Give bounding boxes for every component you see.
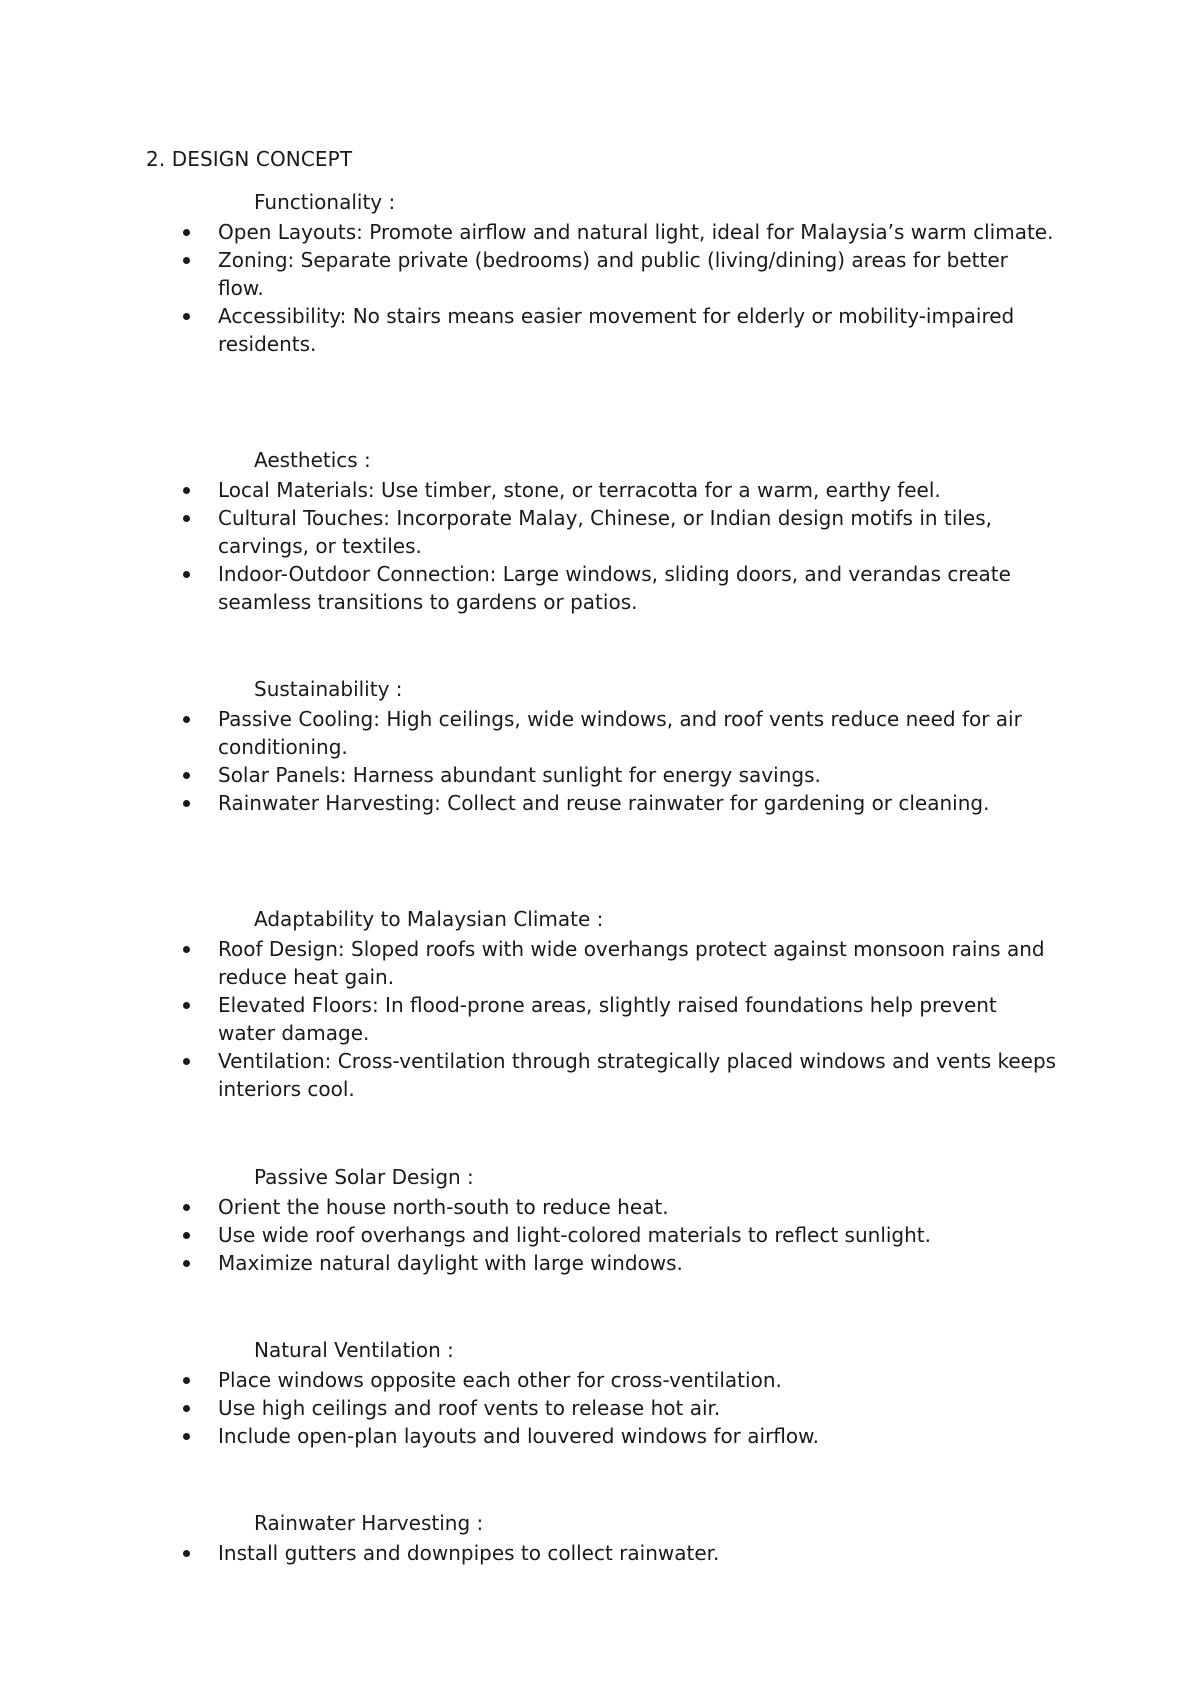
bullet-list (0, 218, 1200, 358)
list-item-text: Zoning: Separate private (bedrooms) and public (living/dining) areas for better flow. (218, 248, 1008, 300)
section-title: Adaptability to Malaysian Climate : (254, 907, 604, 931)
bullet-icon (183, 800, 190, 807)
bullet-icon (183, 1204, 190, 1211)
list-item-text: Use high ceilings and roof vents to release hot air. (218, 1396, 721, 1420)
list-item-text: Maximize natural daylight with large windows. (218, 1251, 683, 1275)
bullet-icon (183, 1260, 190, 1267)
bullet-icon (183, 313, 190, 320)
bullet-icon (183, 1550, 190, 1557)
section-functionality (0, 188, 1200, 358)
bullet-list (0, 1193, 1200, 1277)
bullet-icon (183, 1002, 190, 1009)
list-item-text: Open Layouts: Promote airflow and natural light, ideal for Malaysia’s warm climate. (218, 220, 1054, 244)
section-sustainability (0, 675, 1200, 817)
list-item (0, 218, 1058, 246)
section-title: Functionality : (254, 190, 396, 214)
bullet-list (0, 476, 1200, 616)
section-aesthetics (0, 446, 1200, 616)
list-item (0, 1193, 1058, 1221)
list-item (0, 1366, 1058, 1394)
list-item-text: Local Materials: Use timber, stone, or terracotta for a warm, earthy feel. (218, 478, 941, 502)
section-title: Passive Solar Design : (254, 1165, 474, 1189)
list-item-text: Use wide roof overhangs and light-colored materials to reflect sunlight. (218, 1223, 931, 1247)
list-item (0, 935, 1058, 991)
list-item (0, 302, 1058, 358)
list-item-text: Roof Design: Sloped roofs with wide overhangs protect against monsoon rains and reduce heat gain. (218, 937, 1045, 989)
list-item-text: Indoor-Outdoor Connection: Large windows, sliding doors, and verandas create seamless transitions to gardens or patios. (218, 562, 1011, 614)
bullet-list (0, 705, 1200, 817)
list-item (0, 761, 1058, 789)
list-item (0, 504, 1058, 560)
list-item-text: Solar Panels: Harness abundant sunlight for energy savings. (218, 763, 821, 787)
list-item (0, 246, 1058, 302)
bullet-icon (183, 1377, 190, 1384)
bullet-icon (183, 1405, 190, 1412)
list-item-text: Include open-plan layouts and louvered windows for airflow. (218, 1424, 820, 1448)
list-item-text: Install gutters and downpipes to collect rainwater. (218, 1541, 720, 1565)
list-item-text: Accessibility: No stairs means easier movement for elderly or mobility-impaired residents. (218, 304, 1015, 356)
list-item-text: Rainwater Harvesting: Collect and reuse rainwater for gardening or cleaning. (218, 791, 990, 815)
list-item (0, 560, 1058, 616)
bullet-icon (183, 716, 190, 723)
section-passive-solar-design (0, 1163, 1200, 1277)
bullet-list (0, 935, 1200, 1103)
list-item (0, 789, 1058, 817)
list-item (0, 1539, 1058, 1567)
section-rainwater-harvesting (0, 1509, 1200, 1567)
bullet-icon (183, 229, 190, 236)
list-item-text: Cultural Touches: Incorporate Malay, Chinese, or Indian design motifs in tiles, carvings, or textiles. (218, 506, 992, 558)
section-title: Natural Ventilation : (254, 1338, 454, 1362)
list-item-text: Orient the house north-south to reduce heat. (218, 1195, 669, 1219)
bullet-icon (183, 1232, 190, 1239)
list-item-text: Passive Cooling: High ceilings, wide windows, and roof vents reduce need for air conditioning. (218, 707, 1022, 759)
section-natural-ventilation (0, 1336, 1200, 1450)
list-item-text: Elevated Floors: In flood-prone areas, slightly raised foundations help prevent water damage. (218, 993, 997, 1045)
list-item (0, 1394, 1058, 1422)
list-item-text: Place windows opposite each other for cross-ventilation. (218, 1368, 782, 1392)
section-title: Sustainability : (254, 677, 403, 701)
bullet-icon (183, 571, 190, 578)
bullet-icon (183, 1433, 190, 1440)
bullet-icon (183, 257, 190, 264)
list-item (0, 705, 1058, 761)
bullet-icon (183, 772, 190, 779)
list-item (0, 991, 1058, 1047)
bullet-list (0, 1539, 1200, 1567)
list-item (0, 1221, 1058, 1249)
list-item (0, 1047, 1058, 1103)
section-title: Aesthetics : (254, 448, 371, 472)
bullet-icon (183, 515, 190, 522)
section-title: Rainwater Harvesting : (254, 1511, 484, 1535)
list-item (0, 1422, 1058, 1450)
list-item (0, 476, 1058, 504)
page-title: 2. DESIGN CONCEPT (146, 147, 353, 171)
section-adaptability-climate (0, 905, 1200, 1103)
bullet-icon (183, 1058, 190, 1065)
bullet-list (0, 1366, 1200, 1450)
list-item-text: Ventilation: Cross-ventilation through strategically placed windows and vents keeps interiors cool. (218, 1049, 1057, 1101)
bullet-icon (183, 487, 190, 494)
bullet-icon (183, 946, 190, 953)
list-item (0, 1249, 1058, 1277)
